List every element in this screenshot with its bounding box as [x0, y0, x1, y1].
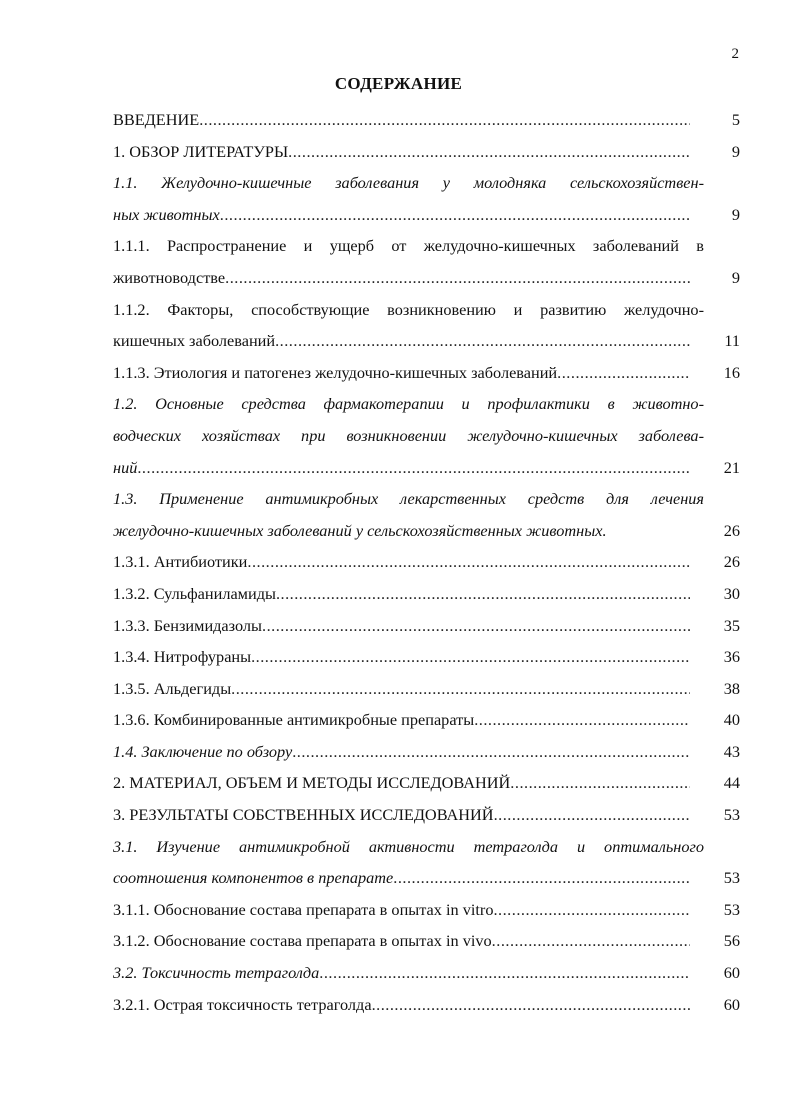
toc-entry-text: 1.3.4. Нитрофураны: [113, 647, 252, 667]
toc-entry-text: 1.3.3. Бензимидазолы: [113, 615, 262, 635]
toc-entry-text: ВВЕДЕНИЕ: [113, 110, 200, 129]
toc-entry-text: 1.1.2. Факторы, способствующие возникновению и развитию желудочно-: [113, 299, 704, 319]
toc-entry-row: [113, 199, 740, 231]
dot-leader: [494, 799, 690, 831]
dot-leader: [393, 862, 690, 894]
dot-leader: [275, 325, 690, 357]
toc-title: СОДЕРЖАНИЕ: [334, 74, 463, 93]
toc-page-number: 36: [723, 647, 740, 667]
toc-page-number: 40: [723, 710, 740, 730]
toc-entry-row: [113, 894, 740, 926]
dot-leader: [199, 104, 690, 136]
toc-page-number: 26: [723, 520, 740, 540]
toc-entry-row: [113, 325, 740, 357]
toc-entry: [113, 578, 740, 610]
toc-entry-text: 3.2.1. Острая токсичность тетраголда: [113, 994, 372, 1014]
toc-page-number: 60: [723, 963, 740, 983]
toc-entry: [113, 136, 740, 168]
toc-page-number: 9: [731, 141, 740, 161]
toc-entry: [113, 388, 740, 483]
toc-entry-text: 1.3.6. Комбинированные антимикробные препараты: [113, 710, 475, 730]
toc-page-number: 5: [731, 110, 740, 129]
toc-entry-text: ных животных: [113, 204, 220, 224]
toc-entry: [113, 357, 740, 389]
toc-entry: [113, 894, 740, 926]
toc-entry-row: [113, 136, 740, 168]
toc-entry-row: [113, 799, 740, 831]
toc-entry-text: 1.3.5. Альдегиды: [113, 678, 232, 698]
toc-entry-text: 3.1. Изучение антимикробной активности тетраголда и оптимального: [113, 836, 704, 856]
toc-entry-text: 1.1.1. Распространение и ущерб от желудочно-кишечных заболеваний в: [113, 236, 704, 256]
toc-entry-text: ний: [113, 457, 138, 477]
dot-leader: [137, 452, 690, 484]
toc-entry: [113, 641, 740, 673]
dot-leader: [319, 957, 690, 989]
toc-page-number: 35: [723, 615, 740, 635]
page-number: 2: [731, 46, 739, 62]
toc-entry: [113, 230, 740, 293]
toc-entry-text: кишечных заболеваний: [113, 331, 276, 351]
toc-page-number: 30: [723, 583, 740, 603]
toc-entry-row: [113, 546, 740, 578]
toc-page-number: 9: [731, 204, 740, 224]
dot-leader: [557, 357, 690, 389]
toc-entry-row: [113, 767, 740, 799]
table-of-contents: [113, 104, 740, 1020]
toc-entry: [113, 104, 740, 136]
toc-entry-text: 1.4. Заключение по обзору: [113, 741, 293, 761]
toc-page-number: 21: [723, 457, 740, 477]
toc-entry: [113, 831, 740, 894]
dot-leader: [251, 641, 690, 673]
toc-entry-text: 1.1. Желудочно-кишечные заболевания у молодняка сельскохозяйствен-: [113, 173, 704, 193]
toc-page-number: 38: [723, 678, 740, 698]
toc-entry-row: [113, 736, 740, 768]
toc-page-number: 44: [723, 773, 740, 793]
toc-entry-row: [113, 452, 740, 484]
dot-leader: [231, 673, 690, 705]
dot-leader: [288, 136, 690, 168]
dot-leader: [474, 704, 690, 736]
toc-entry: [113, 294, 740, 357]
dot-leader: [225, 262, 690, 294]
toc-entry: [113, 736, 740, 768]
toc-entry-row: [113, 673, 740, 705]
toc-entry: [113, 989, 740, 1021]
dot-leader: [510, 767, 690, 799]
toc-entry-row: [113, 862, 740, 894]
toc-page-number: 56: [723, 931, 740, 951]
toc-entry-text: 1.3.1. Антибиотики: [113, 552, 248, 572]
toc-page-number: 53: [723, 868, 740, 888]
toc-page-number: 9: [731, 267, 740, 287]
dot-leader: [276, 578, 690, 610]
toc-page-number: 16: [723, 362, 740, 382]
toc-entry-text: 1.2. Основные средства фармакотерапии и профилактики в животно-: [113, 394, 704, 414]
toc-entry-text: 3.1.1. Обоснование состава препарата в опытах in vitro: [113, 899, 494, 919]
toc-page-number: 53: [723, 805, 740, 825]
toc-entry: [113, 957, 740, 989]
toc-entry-text: 3. РЕЗУЛЬТАТЫ СОБСТВЕННЫХ ИССЛЕДОВАНИЙ: [113, 805, 494, 825]
toc-entry-text: 1.3.2. Сульфаниламиды: [113, 583, 276, 603]
toc-entry: [113, 167, 740, 230]
toc-entry-text: 2. МАТЕРИАЛ, ОБЪЕМ И МЕТОДЫ ИССЛЕДОВАНИЙ: [113, 773, 511, 793]
toc-entry-text: 1.3. Применение антимикробных лекарственных средств для лечения: [113, 489, 704, 509]
dot-leader: [372, 989, 690, 1021]
toc-entry-text: 1.1.3. Этиология и патогенез желудочно-кишечных заболеваний: [113, 362, 558, 382]
toc-entry-row: [113, 262, 740, 294]
toc-page-number: 11: [724, 331, 740, 351]
dot-leader: [492, 925, 690, 957]
toc-entry-row: [113, 610, 740, 642]
toc-entry-row: [113, 578, 740, 610]
toc-entry-row: [113, 704, 740, 736]
toc-entry: [113, 767, 740, 799]
toc-entry: [113, 799, 740, 831]
toc-entry: [113, 610, 740, 642]
toc-entry-text: водческих хозяйствах при возникновении желудочно-кишечных заболева-: [113, 425, 704, 445]
toc-entry-row: [113, 515, 740, 547]
toc-entry-text: животноводстве: [113, 267, 226, 287]
dot-leader: [247, 546, 690, 578]
toc-entry-row: [113, 925, 740, 957]
dot-leader: [262, 610, 690, 642]
toc-entry-text: 1. ОБЗОР ЛИТЕРАТУРЫ: [113, 141, 289, 161]
toc-entry-row: [113, 641, 740, 673]
toc-entry-row: [113, 957, 740, 989]
toc-entry-text: 3.2. Токсичность тетраголда: [113, 963, 320, 983]
toc-entry: [113, 673, 740, 705]
toc-entry: [113, 483, 740, 546]
dot-leader: [292, 736, 690, 768]
toc-page-number: 26: [723, 552, 740, 572]
dot-leader: [220, 199, 690, 231]
toc-entry-text: 3.1.2. Обоснование состава препарата в опытах in vivo: [113, 931, 492, 951]
toc-page-number: 60: [723, 994, 740, 1014]
toc-entry-row: [113, 989, 740, 1021]
toc-entry-text: соотношения компонентов в препарате: [113, 868, 394, 888]
toc-entry-row: [113, 104, 740, 136]
toc-entry: [113, 704, 740, 736]
toc-entry: [113, 546, 740, 578]
toc-entry-row: [113, 357, 740, 389]
toc-entry: [113, 925, 740, 957]
dot-leader: [493, 894, 690, 926]
toc-entry-text: желудочно-кишечных заболеваний у сельскохозяйственных животных.: [113, 520, 607, 540]
toc-page-number: 53: [723, 899, 740, 919]
toc-page-number: 43: [723, 741, 740, 761]
